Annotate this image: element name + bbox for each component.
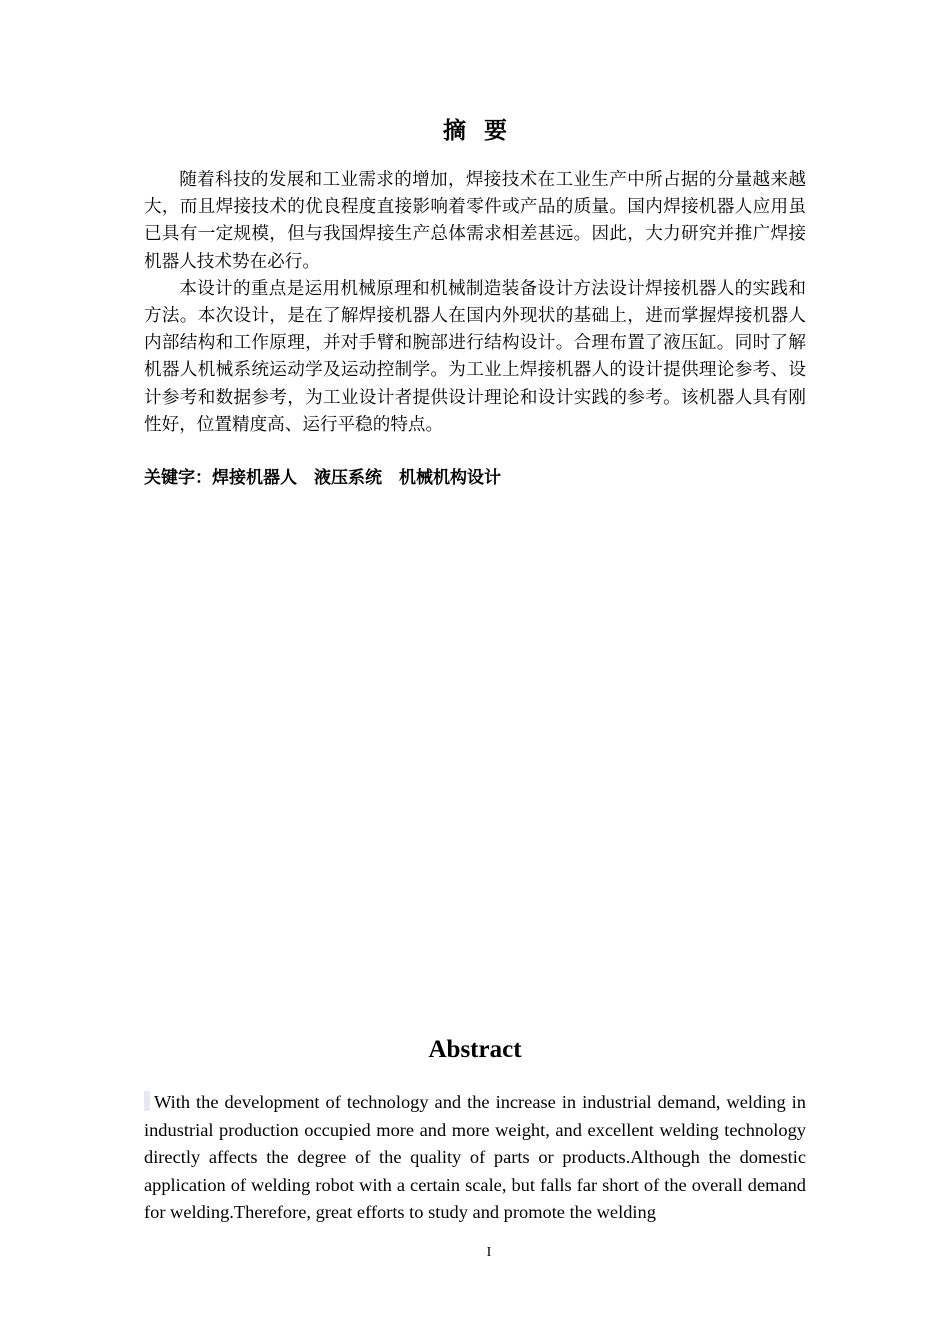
- abstract-en-title: Abstract: [428, 1036, 522, 1063]
- abstract-en-body: [144, 1089, 806, 1231]
- abstract-cn-paragraph-2: 本设计的重点是运用机械原理和机械制造装备设计方法设计焊接机器人的实践和方法。本次设计，是在了解焊接机器人在国内外现状的基础上，进而掌握焊接机器人内部结构和工作原理，并对手臂和腕部进行结构设计。合理布置了液压缸。同时了解机器人机械系统运动学及运动控制学。为工业上焊接机器人的设计提供理论参考、设计参考和数据参考，为工业设计者提供设计理论和设计实践的参考。该机器人具有刚性好，位置精度高、运行平稳的特点。: [144, 278, 806, 435]
- keywords-line: [144, 464, 806, 492]
- keywords-label: 关键字：: [144, 468, 212, 488]
- abstract-en-paragraph: With the development of technology and the increase in industrial demand, welding in industrial production occupied more and more weight, and excellent welding technology directly affects the degree of the quality of parts or products.Although the domestic application of welding robot with a certain scale, but falls far short of the overall demand for welding.Therefore, great efforts to study and promote the welding: [144, 1092, 806, 1222]
- keywords-list: 焊接机器人 液压系统 机械机构设计: [212, 468, 501, 488]
- abstract-cn-body: [144, 167, 806, 439]
- abstract-cn-paragraph-1: 随着科技的发展和工业需求的增加，焊接技术在工业生产中所占据的分量越来越大，而且焊接技术的优良程度直接影响着零件或产品的质量。国内焊接机器人应用虽已具有一定规模，但与我国焊接生产总体需求相差甚远。因此，大力研究并推广焊接机器人技术势在必行。: [144, 170, 806, 272]
- abstract-cn-title: 摘要: [443, 117, 525, 144]
- page-number: I: [486, 1245, 492, 1260]
- text-cursor-marker: [144, 1091, 150, 1111]
